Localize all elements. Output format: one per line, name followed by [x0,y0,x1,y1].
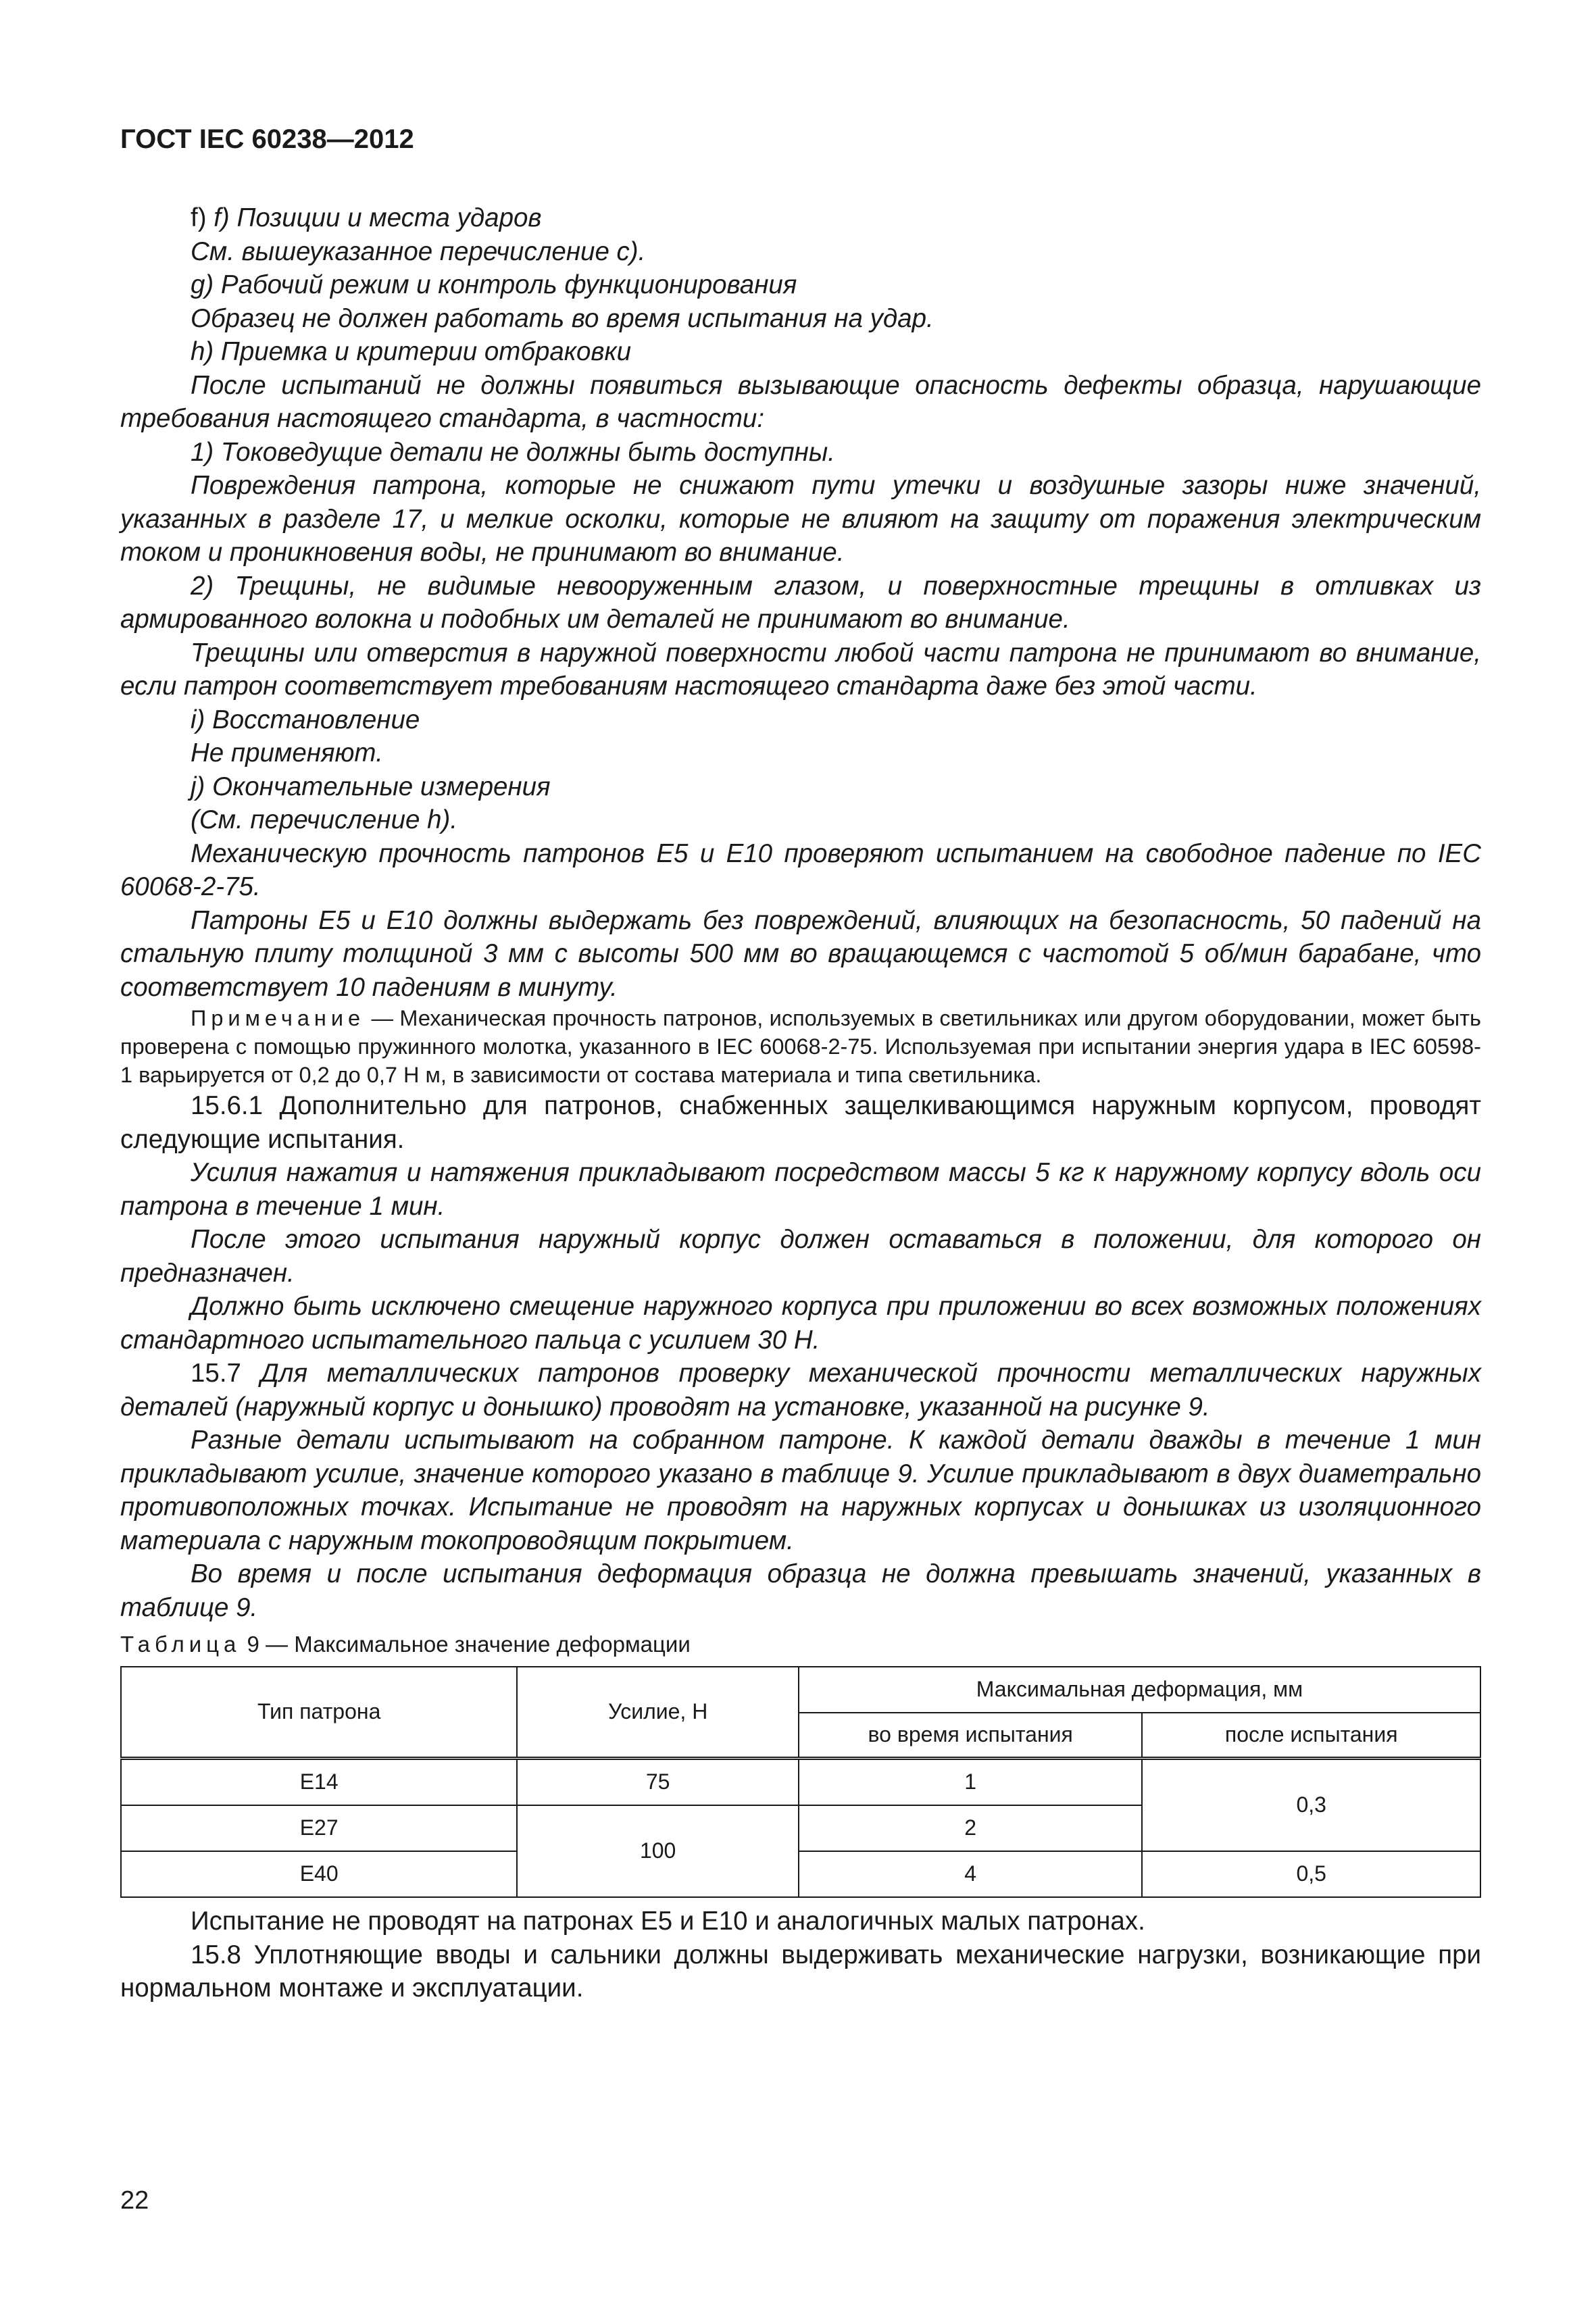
paragraph: Должно быть исключено смещение наружного корпуса при приложении во всех возможных положениях стандартного испытательного пальца с усилием 30 Н. [120,1292,1481,1355]
deformation-table [120,1666,1481,1898]
cell-after: 0,5 [1142,1851,1480,1897]
paragraph: Испытание не проводят на патронах Е5 и Е10 и аналогичных малых патронах. [191,1907,1145,1936]
paragraph: Образец не должен работать во время испытания на удар. [191,303,934,333]
cell-after: 0,3 [1142,1759,1480,1852]
document-header: ГОСТ IEC 60238—2012 [120,124,414,154]
paragraph: Не применяют. [191,738,383,768]
cell-during: 2 [799,1805,1143,1851]
paragraph: После этого испытания наружный корпус должен оставаться в положении, для которого он предназначен. [120,1225,1481,1288]
note [120,1004,1481,1089]
header-cell-after: после испытания [1142,1713,1480,1759]
paragraph: 2) Трещины, не видимые невооруженным глазом, и поверхностные трещины в отливках из армированного волокна и подобных им деталей не принимают во внимание. [120,571,1481,634]
paragraph: Механическую прочность патронов Е5 и Е10 проверяют испытанием на свободное падение по IEC 60068-2-75. [120,838,1481,901]
header-cell-type: Тип патрона [121,1667,517,1759]
table-caption-text: 9 — Максимальное значение деформации [241,1632,691,1657]
paragraph-text: Для металлических патронов проверку механической прочности металлических наружных деталей (наружный корпус и донышко) проводят на установке, указанной на рисунке 9. [120,1359,1481,1422]
paragraph: Патроны Е5 и Е10 должны выдержать без повреждений, влияющих на безопасность, 50 падений на стальную плиту толщиной 3 мм с высоты 500 мм во вращающемся с частотой 5 об/мин барабане, что соответствует 10 падениям в минуту. [120,905,1481,1002]
paragraph: 15.6.1 Дополнительно для патронов, снабженных защелкивающимся наружным корпусом, проводят следующие испытания. [120,1091,1481,1154]
paragraph [120,1357,1481,1424]
paragraph: 15.8 Уплотняющие вводы и сальники должны выдерживать механические нагрузки, возникающие при нормальном монтаже и эксплуатации. [120,1940,1481,2003]
note-text: — Механическая прочность патронов, используемых в светильниках или другом оборудовании, может быть проверена с помощью пружинного молотка, указанного в IEC 60068-2-75. Используемая при испытании энергия удара в IEC 60598-1 варьируется от 0,2 до 0,7 Н м, в зависимости от состава материала и типа светильника. [120,1006,1481,1087]
cell-during: 4 [799,1851,1143,1897]
cell-force: 100 [517,1805,799,1897]
paragraph: (См. перечисление h). [191,805,458,834]
table-caption-label: Таблица [120,1632,241,1657]
paragraph: f) f) Позиции и места ударов [191,203,542,232]
cell-type: E14 [121,1759,517,1806]
paragraph: g) Рабочий режим и контроль функционирования [191,270,797,299]
paragraph: Усилия нажатия и натяжения прикладывают посредством массы 5 кг к наружному корпусу вдоль оси патрона в течение 1 мин. [120,1158,1481,1221]
paragraph: Повреждения патрона, которые не снижают пути утечки и воздушные зазоры ниже значений, указанных в разделе 17, и мелкие осколки, которые не влияют на защиту от поражения электрическим током и проникновения воды, не принимают во внимание. [120,471,1481,567]
paragraph: j) Окончательные измерения [191,772,551,801]
cell-type: E40 [121,1851,517,1897]
document-body [120,201,1481,2005]
paragraph: См. вышеуказанное перечисление с). [191,236,646,266]
paragraph: Разные детали испытывают на собранном патроне. К каждой детали дважды в течение 1 мин прикладывают усилие, значение которого указано в таблице 9. Усилие прикладывают в двух диаметрально противоположных точках. Испытание не проводят на наружных корпусах и донышках из изоляционного материала с наружным токопроводящим покрытием. [120,1426,1481,1555]
cell-during: 1 [799,1759,1143,1806]
header-cell-maxdef: Максимальная деформация, мм [799,1667,1480,1713]
table-caption [120,1630,1481,1659]
paragraph: i) Восстановление [191,705,420,734]
table-row [121,1759,1480,1806]
paragraph: 1) Токоведущие детали не должны быть доступны. [191,437,835,467]
section-number: 15.7 [191,1359,261,1388]
header-cell-force: Усилие, Н [517,1667,799,1759]
paragraph: Во время и после испытания деформация образца не должна превышать значений, указанных в таблице 9. [120,1559,1481,1622]
page-number: 22 [120,2186,149,2215]
paragraph: После испытаний не должны появиться вызывающие опасность дефекты образца, нарушающие требования настоящего стандарта, в частности: [120,370,1481,433]
paragraph: h) Приемка и критерии отбраковки [191,337,632,366]
cell-type: E27 [121,1805,517,1851]
table-row [121,1851,1480,1897]
cell-force: 75 [517,1759,799,1806]
paragraph-text: f) Позиции и места ударов [214,203,542,232]
paragraph: Трещины или отверстия в наружной поверхности любой части патрона не принимают во внимание, если патрон соответствует требованиям настоящего стандарта даже без этой части. [120,638,1481,701]
note-label: Примечание [191,1006,366,1030]
header-cell-during: во время испытания [799,1713,1143,1759]
